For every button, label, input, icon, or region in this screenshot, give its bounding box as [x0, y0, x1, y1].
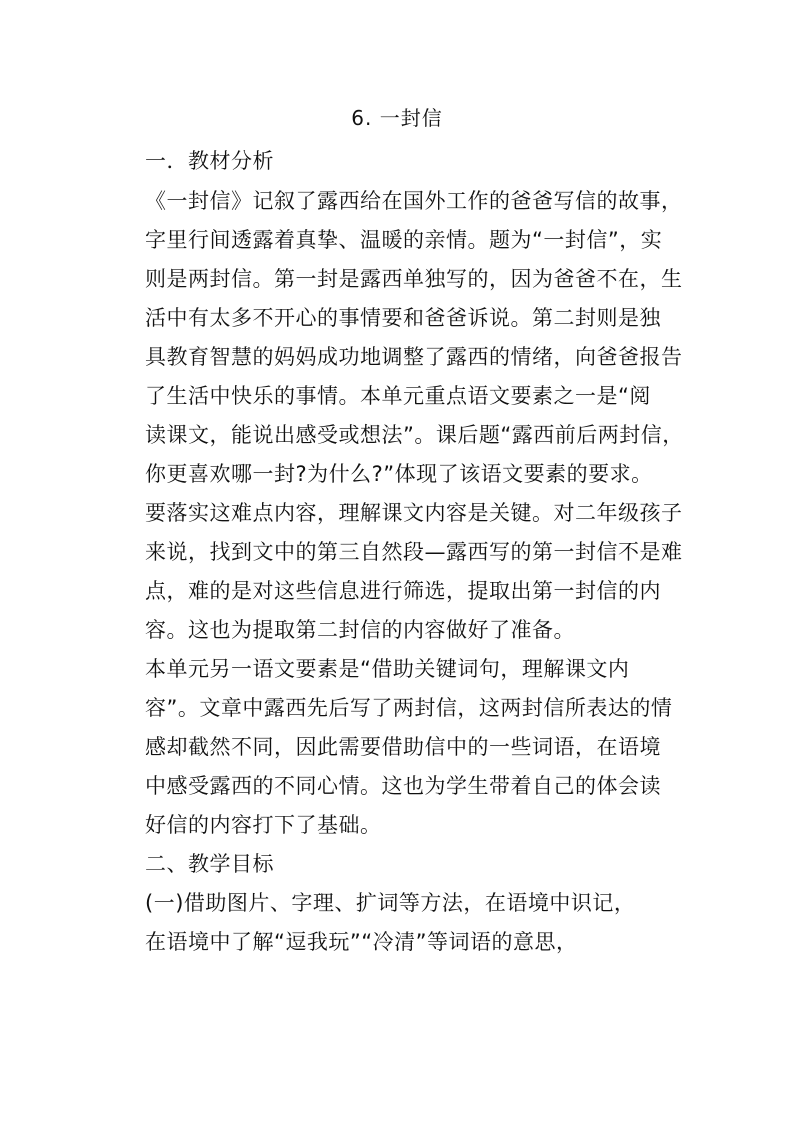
paragraph-line: 则是两封信。第一封是露西单独写的，因为爸爸不在，生 [145, 267, 683, 291]
paragraph-line: 本单元另一语文要素是“借助关键词句，理解课文内 [145, 657, 630, 681]
paragraph-line: 中感受露西的不同心情。这也为学生带着自己的体会读 [145, 774, 661, 798]
paragraph-line: 点，难的是对这些信息进行筛选，提取出第一封信的内 [145, 579, 661, 603]
section-heading-analysis: 一．教材分析 [145, 149, 274, 173]
paragraph-line: 容”。文章中露西先后写了两封信，这两封信所表达的情 [145, 696, 673, 720]
paragraph-line: 好信的内容打下了基础。 [145, 813, 382, 837]
paragraph-line: 感却截然不同，因此需要借助信中的一些词语，在语境 [145, 735, 661, 759]
paragraph-line: 来说，找到文中的第三自然段—露西写的第一封信不是难 [145, 540, 683, 564]
paragraph-line: 容。这也为提取第二封信的内容做好了准备。 [145, 618, 575, 642]
paragraph-line: (一)借助图片、字理、扩词等方法，在语境中识记， [145, 891, 636, 915]
paragraph-line: 《一封信》记叙了露西给在国外工作的爸爸写信的故事， [145, 189, 683, 213]
paragraph-line: 活中有太多不开心的事情要和爸爸诉说。第二封则是独 [145, 306, 661, 330]
paragraph-line: 读课文，能说出感受或想法”。课后题“露西前后两封信， [145, 423, 684, 447]
paragraph-line: 字里行间透露着真挚、温暖的亲情。题为“一封信”，实 [145, 228, 663, 252]
paragraph-line: 你更喜欢哪一封?为什么?”体现了该语文要素的要求。 [145, 462, 653, 486]
paragraph-line: 具教育智慧的妈妈成功地调整了露西的情绪，向爸爸报告 [145, 345, 683, 369]
section-heading-goals: 二、教学目标 [145, 852, 274, 876]
paragraph-line: 在语境中了解“逗我玩”“冷清”等词语的意思， [145, 930, 578, 954]
paragraph-line: 了生活中快乐的事情。本单元重点语文要素之一是“阅 [145, 384, 651, 408]
page-title: 6. 一封信 [351, 106, 443, 130]
paragraph-line: 要落实这难点内容，理解课文内容是关键。对二年级孩子 [145, 501, 683, 525]
